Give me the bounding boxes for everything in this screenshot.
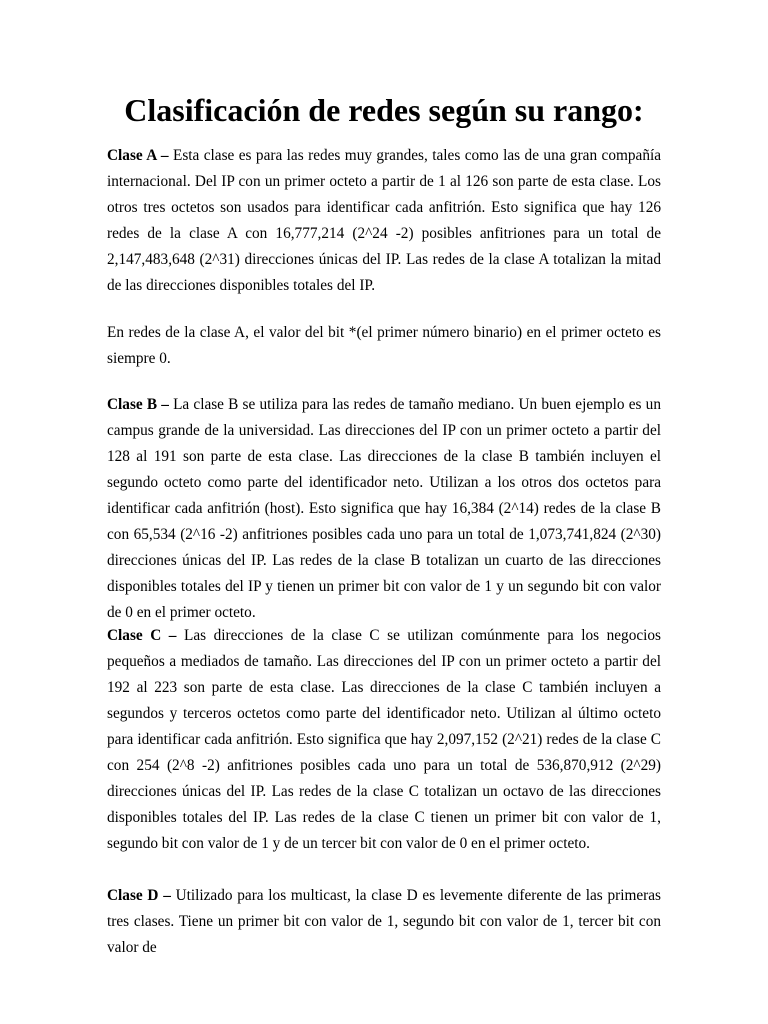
paragraph-text: La clase B se utiliza para las redes de tamaño mediano. Un buen ejemplo es un campus grande de la universidad. Las direcciones del IP con un primer octeto a partir del 128 al 191 son parte de esta clase. Las direcciones de la clase B también incluyen el segundo octeto como parte del identificador neto. Utilizan a los otros dos octetos para identificar cada anfitrión (host). Esto significa que hay 16,384 (2^14) redes de la clase B con 65,534 (2^16 -2) anfitriones posibles cada uno para un total de 1,073,741,824 (2^30) direcciones únicas del IP. Las redes de la clase B totalizan un cuarto de las direcciones disponibles totales del IP y tienen un primer bit con valor de 1 y un segundo bit con valor de 0 en el primer octeto.	[107, 396, 661, 622]
paragraph-clase-b	[107, 392, 661, 626]
page-title: Clasificación de redes según su rango:	[124, 92, 644, 128]
paragraph-lead: Clase D –	[107, 887, 171, 904]
paragraph-clase-c	[107, 623, 661, 857]
paragraph-lead: Clase C –	[107, 627, 177, 644]
paragraph-lead: Clase A –	[107, 147, 169, 164]
paragraph-text: Esta clase es para las redes muy grandes, tales como las de una gran compañía internacional. Del IP con un primer octeto a partir de 1 al 126 son parte de esta clase. Los otros tres octetos son usados para identificar cada anfitrión. Esto significa que hay 126 redes de la clase A con 16,777,214 (2^24 -2) posibles anfitriones para un total de 2,147,483,648 (2^31) direcciones únicas del IP. Las redes de la clase A totalizan la mitad de las direcciones disponibles totales del IP.	[107, 147, 662, 295]
paragraph-clase-d	[107, 883, 661, 961]
paragraph-text: Las direcciones de la clase C se utilizan comúnmente para los negocios pequeños a mediados de tamaño. Las direcciones del IP con un primer octeto a partir del 192 al 223 son parte de esta clase. Las direcciones de la clase C también incluyen a segundos y terceros octetos como parte del identificador neto. Utilizan al último octeto para identificar cada anfitrión. Esto significa que hay 2,097,152 (2^21) redes de la clase C con 254 (2^8 -2) anfitriones posibles cada uno para un total de 536,870,912 (2^29) direcciones únicas del IP. Las redes de la clase C totalizan un octavo de las direcciones disponibles totales del IP. Las redes de la clase C tienen un primer bit con valor de 1, segundo bit con valor de 1 y de un tercer bit con valor de 0 en el primer octeto.	[107, 627, 661, 853]
paragraph-clase-a-bit	[107, 320, 661, 372]
paragraph-clase-a	[107, 143, 661, 299]
paragraph-lead: Clase B –	[107, 396, 169, 413]
paragraph-text: En redes de la clase A, el valor del bit *(el primer número binario) en el primer octeto es siempre 0.	[107, 324, 661, 368]
paragraph-text: Utilizado para los multicast, la clase D es levemente diferente de las primeras tres clases. Tiene un primer bit con valor de 1, segundo bit con valor de 1, tercer bit con valor de	[107, 887, 661, 957]
